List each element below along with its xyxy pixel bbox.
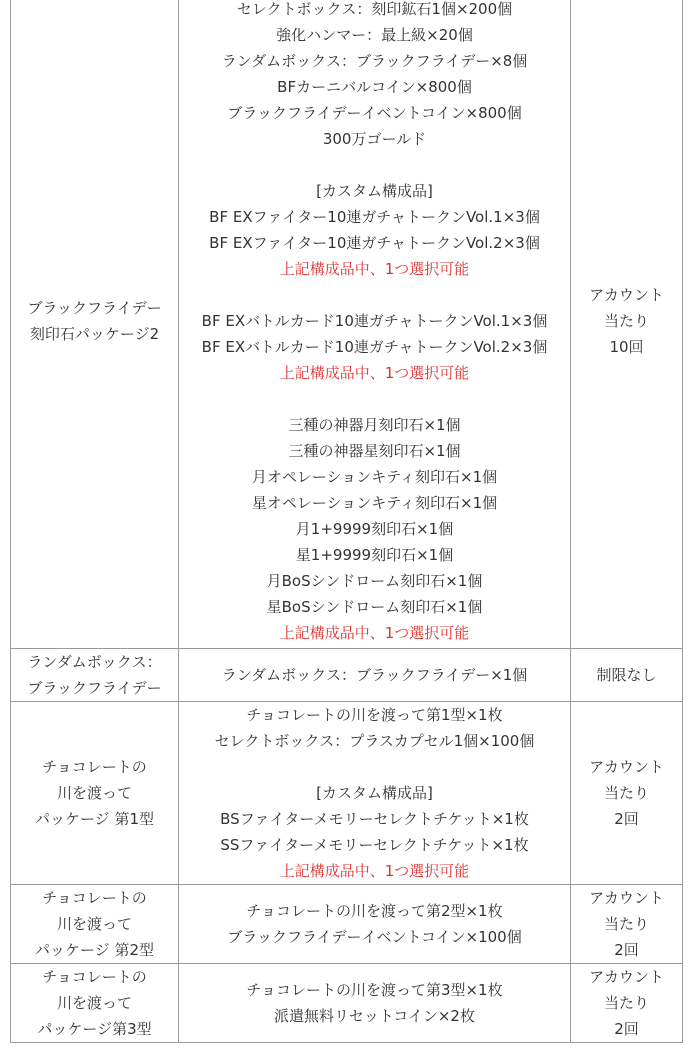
package-name-line: パッケージ第3型 bbox=[37, 1020, 152, 1038]
content-item: SSファイターメモリーセレクトチケット×1枚 bbox=[220, 836, 529, 854]
spacer bbox=[183, 282, 566, 308]
content-item: チョコレートの川を渡って第1型×1枚 bbox=[246, 706, 503, 724]
package-name-line: ブラックフライデー bbox=[27, 298, 162, 317]
purchase-limit-line: アカウント bbox=[589, 285, 664, 304]
package-name-line: パッケージ 第2型 bbox=[34, 941, 154, 959]
content-item: 派遣無料リセットコイン×2枚 bbox=[274, 1007, 475, 1025]
purchase-limit-cell bbox=[571, 885, 683, 964]
purchase-limit-line: 当たり bbox=[603, 311, 649, 330]
package-name-line: 川を渡って bbox=[56, 784, 132, 802]
package-contents-cell bbox=[179, 964, 571, 1043]
purchase-limit-cell bbox=[571, 0, 683, 649]
content-item: チョコレートの川を渡って第3型×1枚 bbox=[246, 981, 503, 999]
purchase-limit-line: 2回 bbox=[614, 1020, 639, 1038]
content-item: 月BoSシンドローム刻印石×1個 bbox=[266, 571, 483, 590]
content-item: ランダムボックス：ブラックフライデー×8個 bbox=[221, 51, 528, 70]
spacer bbox=[183, 152, 566, 178]
package-name-line: パッケージ 第1型 bbox=[34, 810, 154, 828]
purchase-limit-line: 当たり bbox=[603, 784, 649, 802]
content-item: 星オペレーションキティ刻印石×1個 bbox=[251, 493, 498, 512]
content-item: 三種の神器星刻印石×1個 bbox=[288, 441, 461, 460]
package-name-line: チョコレートの bbox=[42, 889, 147, 907]
purchase-limit-line: アカウント bbox=[589, 758, 664, 776]
package-name-cell bbox=[11, 702, 179, 885]
content-item: セレクトボックス：刻印鉱石1個×200個 bbox=[236, 0, 513, 18]
content-item: ブラックフライデーイベントコイン×800個 bbox=[227, 103, 522, 122]
content-item: セレクトボックス：プラスカプセル1個×100個 bbox=[214, 732, 535, 750]
package-row bbox=[11, 649, 683, 702]
content-item: チョコレートの川を渡って第2型×1枚 bbox=[246, 902, 503, 920]
package-name-line: 川を渡って bbox=[56, 915, 132, 933]
package-contents-cell bbox=[179, 0, 571, 649]
content-item: [カスタム構成品] bbox=[316, 181, 433, 200]
purchase-limit-line: 2回 bbox=[614, 941, 639, 959]
purchase-limit-cell bbox=[571, 964, 683, 1043]
purchase-limit-line: アカウント bbox=[589, 889, 664, 907]
content-item: ランダムボックス：ブラックフライデー×1個 bbox=[221, 666, 528, 684]
content-item: 三種の神器月刻印石×1個 bbox=[288, 415, 461, 434]
package-contents-cell bbox=[179, 885, 571, 964]
content-item: 月オペレーションキティ刻印石×1個 bbox=[251, 467, 498, 486]
content-item: 300万ゴールド bbox=[322, 129, 427, 148]
content-item: ブラックフライデーイベントコイン×100個 bbox=[227, 928, 522, 946]
package-contents-cell bbox=[179, 702, 571, 885]
content-item: BF EXバトルカード10連ガチャトークンVol.1×3個 bbox=[201, 311, 548, 330]
spacer bbox=[183, 386, 566, 412]
package-name-cell bbox=[11, 649, 179, 702]
content-item: 強化ハンマー：最上級×20個 bbox=[276, 25, 473, 44]
package-name-line: 刻印石パッケージ2 bbox=[29, 324, 160, 343]
spacer bbox=[183, 754, 566, 780]
package-table-body bbox=[11, 0, 683, 1043]
purchase-limit-line: 10回 bbox=[609, 337, 644, 356]
content-item: 月1+9999刻印石×1個 bbox=[295, 519, 454, 538]
package-row bbox=[11, 964, 683, 1043]
purchase-limit-cell bbox=[571, 702, 683, 885]
package-name-line: チョコレートの bbox=[42, 968, 147, 986]
purchase-limit-line: 当たり bbox=[603, 915, 649, 933]
selection-note: 上記構成品中、1つ選択可能 bbox=[279, 363, 470, 382]
content-item: 星1+9999刻印石×1個 bbox=[295, 545, 454, 564]
content-item: BF EXファイター10連ガチャトークンVol.1×3個 bbox=[209, 207, 540, 226]
content-item: BF EXバトルカード10連ガチャトークンVol.2×3個 bbox=[201, 337, 548, 356]
purchase-limit-line: 制限なし bbox=[596, 666, 657, 684]
content-item: 星BoSシンドローム刻印石×1個 bbox=[266, 597, 483, 616]
purchase-limit-line: 2回 bbox=[614, 810, 639, 828]
package-name-cell bbox=[11, 0, 179, 649]
package-contents-cell bbox=[179, 649, 571, 702]
package-name-line: ランダムボックス： bbox=[27, 653, 162, 671]
content-item: BF EXファイター10連ガチャトークンVol.2×3個 bbox=[209, 233, 540, 252]
purchase-limit-line: アカウント bbox=[589, 968, 664, 986]
package-row bbox=[11, 0, 683, 649]
selection-note: 上記構成品中、1つ選択可能 bbox=[279, 259, 470, 278]
content-item: BFカーニバルコイン×800個 bbox=[277, 77, 472, 96]
package-name-line: チョコレートの bbox=[42, 758, 147, 776]
package-name-cell bbox=[11, 885, 179, 964]
purchase-limit-line: 当たり bbox=[603, 994, 649, 1012]
selection-note: 上記構成品中、1つ選択可能 bbox=[279, 623, 470, 642]
package-name-line: 川を渡って bbox=[56, 994, 132, 1012]
selection-note: 上記構成品中、1つ選択可能 bbox=[279, 862, 470, 880]
content-item: [カスタム構成品] bbox=[316, 784, 433, 802]
package-name-cell bbox=[11, 964, 179, 1043]
content-item: BSファイターメモリーセレクトチケット×1枚 bbox=[220, 810, 529, 828]
package-table bbox=[10, 0, 683, 1043]
package-name-line: ブラックフライデー bbox=[27, 679, 162, 697]
purchase-limit-cell bbox=[571, 649, 683, 702]
package-row bbox=[11, 702, 683, 885]
package-row bbox=[11, 885, 683, 964]
